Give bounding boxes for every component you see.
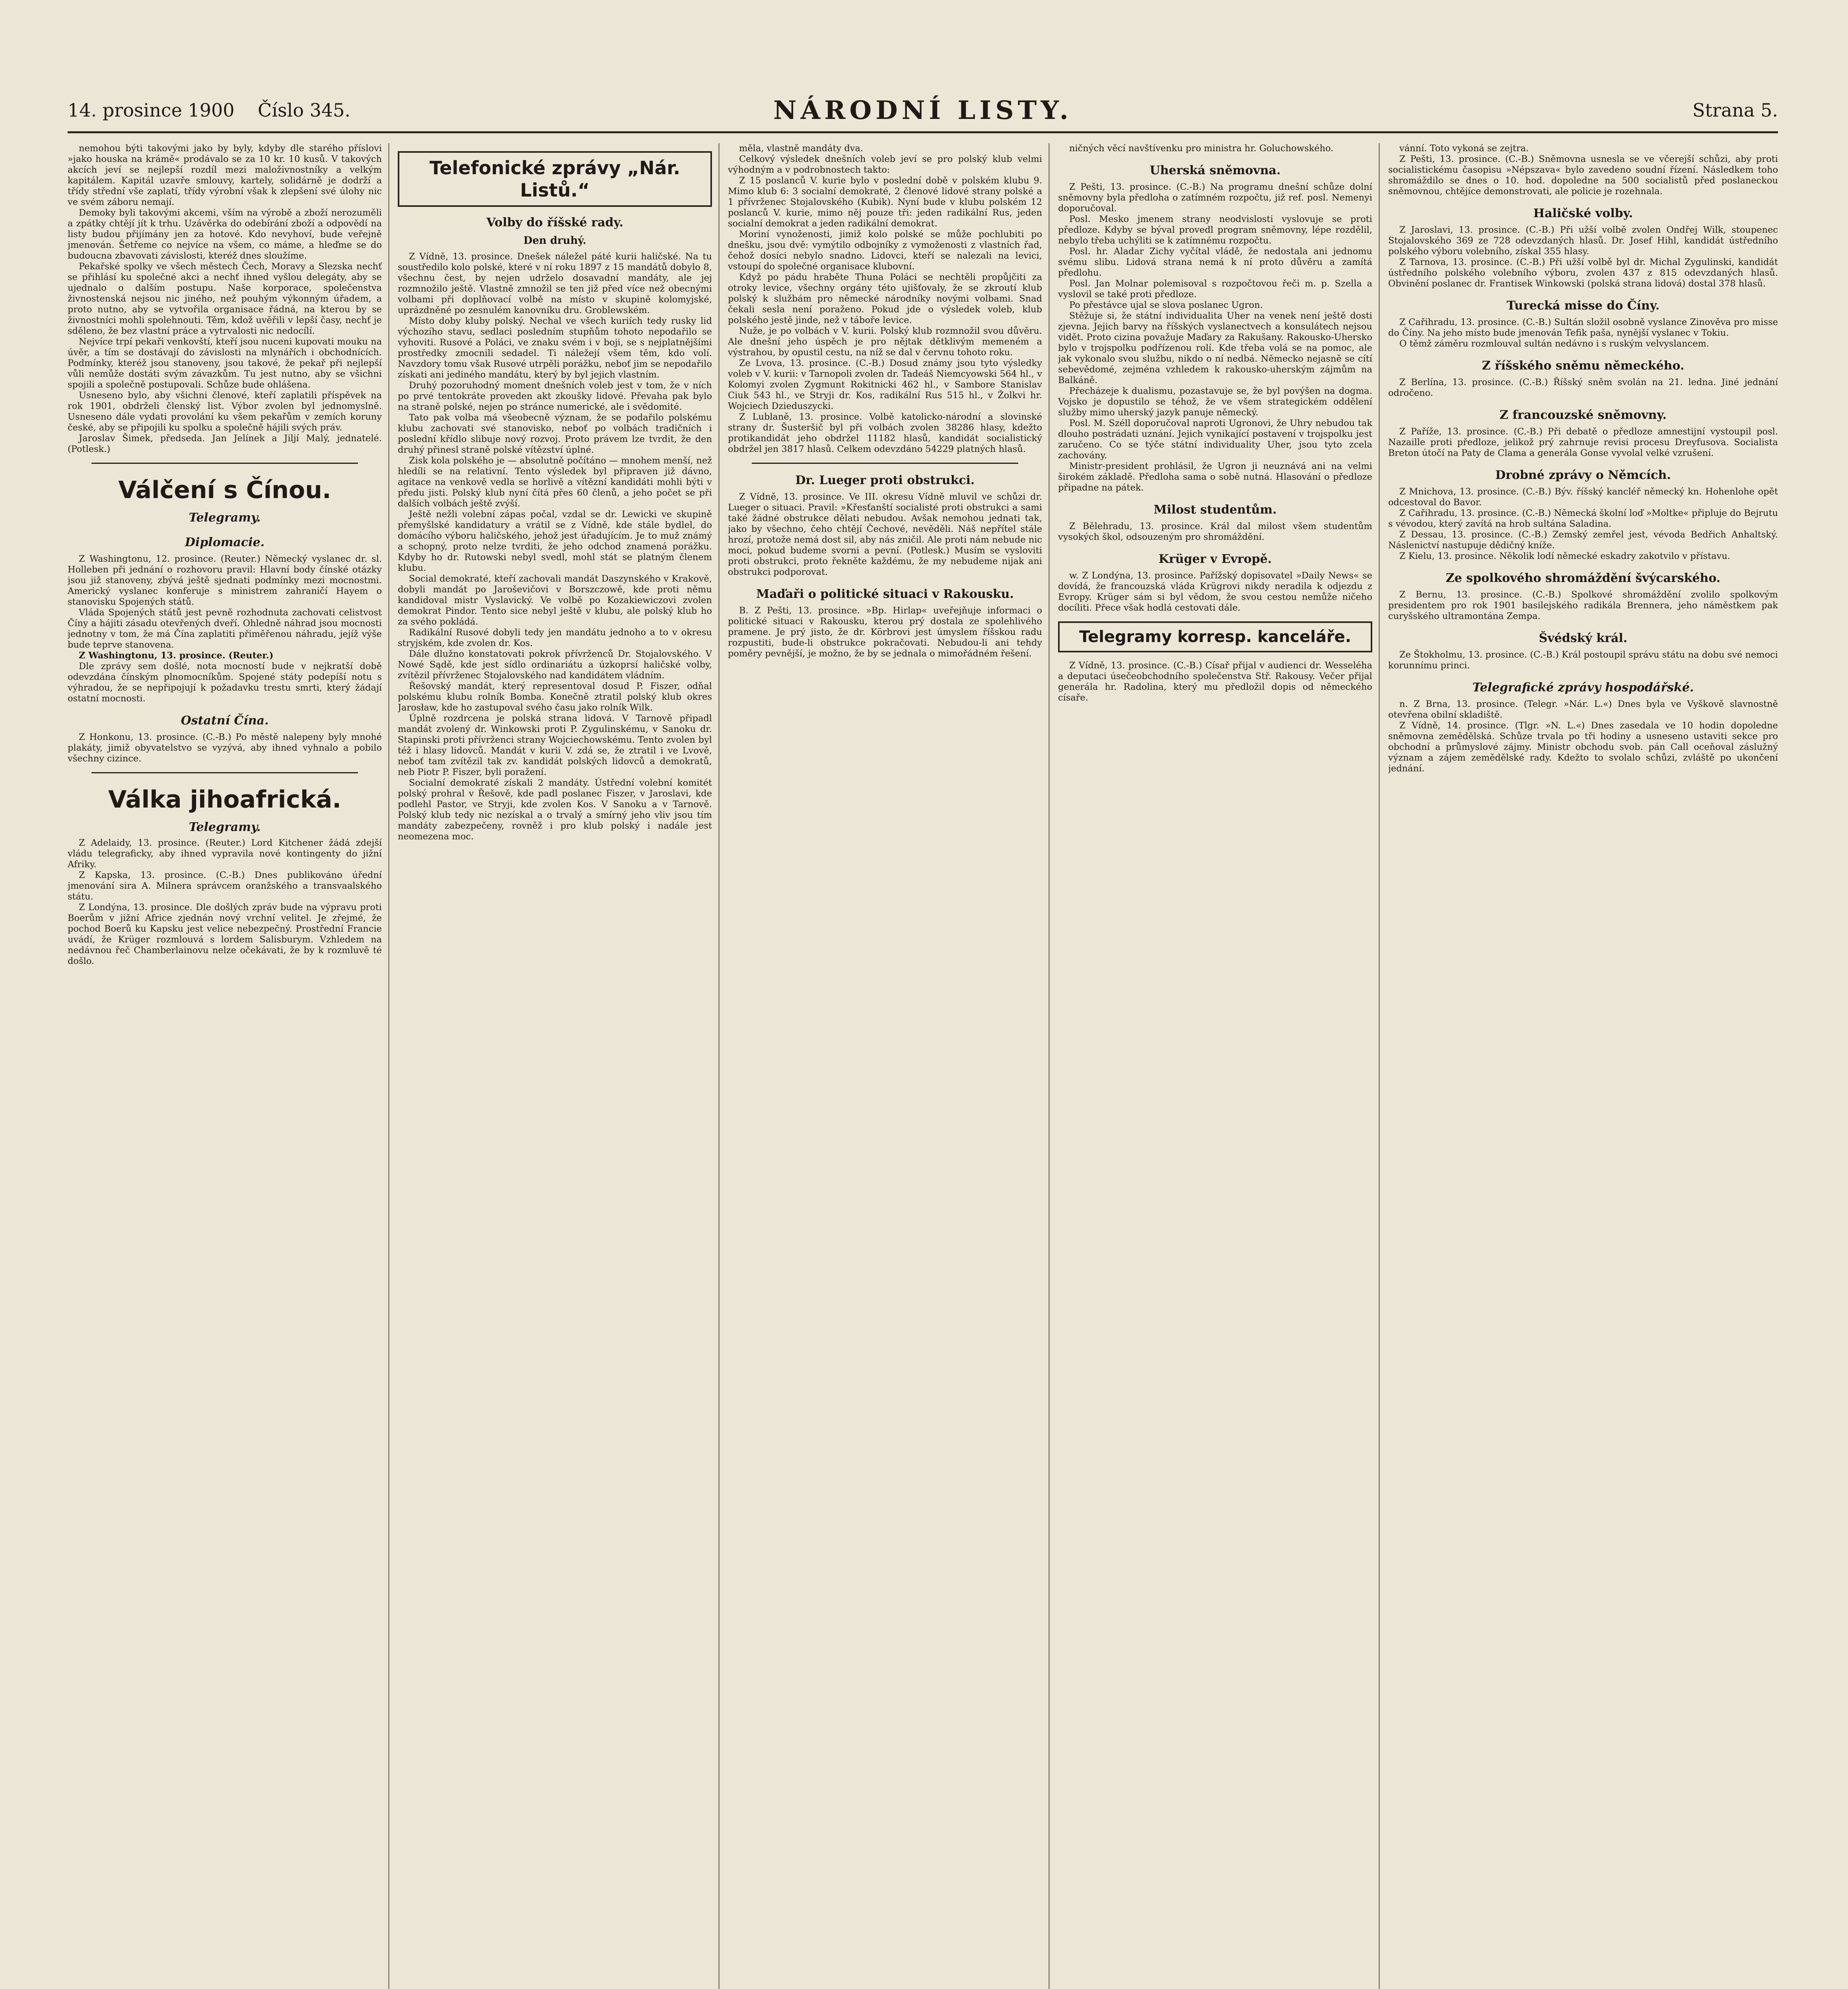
column-rule (718, 143, 720, 1989)
article-paragraph: Nejvíce trpí pekaři venkovští, kteří jsou nuceni kupovati mouku na úvěr, a tím se dostávají do závislosti na mlynářích i obchodnících. Podmínky, kteréž jsou stanoveny, jsou takové, že pekař při nejlepší vůli nemůže dostáti svým závazkům. Tu jest nutno, aby se všichni spojili a společně postupovali. Schůze bude ohlášena. (68, 337, 382, 390)
article-paragraph: Z Berlína, 13. prosince. (C.-B.) Říšský sněm svolán na 21. ledna. Jiné jednání odročeno. (1388, 377, 1778, 398)
article-paragraph: w. Z Londýna, 13. prosince. Pařížský dopisovatel »Daily News« se dovídá, že francouzská vláda Krügrovi nikdy neradila k odjezdu z Evropy. Krüger sám si byl vědom, že svou cestou nemůže ničeho docíliti. Přece však hodlá cestovati dále. (1058, 570, 1372, 613)
article-paragraph: Z Washingtonu, 13. prosince. (Reuter.) (79, 650, 274, 661)
column-rule (1379, 143, 1380, 1989)
column-3 (728, 143, 1042, 1989)
subheading: Telegramy. (189, 820, 261, 834)
article-paragraph: měla, vlastně mandáty dva. (739, 143, 864, 154)
section-heading: Turecká misse do Číny. (1506, 299, 1660, 313)
article-paragraph: Z Londýna, 13. prosince. Dle došlých zpráv bude na výpravu proti Boerům v jižní Africe zjednán nový vrchní velitel. Je zřejmé, že pochod Boerů ku Kapsku jest velice nebezpečný. Prostřední Francie uvádí, že Krüger rozmlouvá s lordem Salisburym. Vzhledem na nedávnou řeč Chamberlainovu nelze očekávati, že by k rozmluvě té došlo. (68, 902, 382, 966)
section-heading: Milost studentům. (1154, 503, 1277, 517)
column-1 (68, 143, 382, 1989)
article-paragraph: Social demokraté, kteří zachovali mandát Daszynského v Krakově, dobyli mandát po Jaroševičovi v Borszczowě, kde proti němu kandidoval mistr Vyslavický. Ve volbě po Kozakiewiczovi zvolen demokrat Pindor. Tento sice nebyl ještě v klubu, ale polský klub ho za svého pokládá. (398, 574, 712, 627)
divider (91, 772, 358, 773)
article-paragraph: Přecházeje k dualismu, pozastavuje se, že byl povýšen na dogma. Vojsko je dopustilo se téhož, že ve všem strategickém oddělení služby mimo uherský jazyk panuje německý. (1058, 386, 1372, 418)
article-paragraph: Druhý pozoruhodný moment dnešních voleb jest v tom, že v ních po prvé tentokráte proveden akt zkoušky lidové. Převaha pak bylo na straně polské, nejen po stránce numerické, ale i svědomité. (398, 380, 712, 412)
article-paragraph: Z Kielu, 13. prosince. Několik lodí německé eskadry zakotvilo v přístavu. (1399, 551, 1731, 561)
article-paragraph: Dále dlužno konstatovati pokrok přívrženců Dr. Stojalovského. V Nowé Sądě, kde jest sídlo ordinariátu a úzkoprsí haličské volby, zvítězil přívrženec Stojalovského nad kandidátem vládním. (398, 649, 712, 681)
article-paragraph: Demoky byli takovými akcemi, vším na výrobě a zboží nerozuměli a zpátky chtějí jít k trhu. Uzávěrka do odebírání zboží a odpovědí na listy budou přijímány jen za hotové. Kdo nevyhoví, bude veřejně jmenován. Šetřeme co nejvíce na všem, co máme, a hleďme se do budoucna zbavovati závislosti, kteréž dnes sloužíme. (68, 208, 382, 261)
section-heading: Uherská sněmovna. (1150, 163, 1281, 177)
article-paragraph: Z Washingtonu, 12. prosince. (Reuter.) Německý vyslanec dr. sl. Holleben při jednání o rozhovoru pravil: Hlavní body čínské otázky jsou již stanoveny, zbývá ještě sjednati podmínky mezi mocnostmi. Americký vyslanec konferuje s ministrem zahraničí Hayem o stanovisku Spojených států. (68, 554, 382, 607)
section-heading: Volby do říšské rady. (486, 216, 624, 230)
article-paragraph: Z Mnichova, 13. prosince. (C.-B.) Býv. říšský kancléř německý kn. Hohenlohe opět odcestoval do Bavor. (1388, 487, 1778, 508)
column-5 (1388, 143, 1778, 1989)
column-rule (1048, 143, 1050, 1989)
article-paragraph: Z Cařihradu, 13. prosince. (C.-B.) Sultán složil osobně vyslance Zinověva pro misse do Číny. Na jeho místo bude jmenován Tefik paša, nynější vyslanec v Tokiu. (1388, 317, 1778, 338)
section-banner: Telefonické zprávy „Nár. Listů.“ (398, 151, 712, 207)
subheading: Telegramy. (189, 511, 261, 525)
article-paragraph: Řešovský mandát, který representoval dosud P. Fiszer, odňal polskému klubu rolník Bomba. Konečně ztratil polský klub okres Jarosław, kde ho zastupoval svého času jako rolník Wilk. (398, 681, 712, 713)
article-paragraph: Vláda Spojených států jest pevně rozhodnuta zachovati celistvost Číny a hájiti zásadu otevřených dveří. Ohledně náhrad jsou mocnosti jednotny v tom, že má Čína zaplatiti přiměřenou náhradu, jejíž výše bude teprve stanovena. (68, 607, 382, 650)
article-paragraph: Jaroslav Šimek, předseda. Jan Jelínek a Jiljí Malý, jednatelé. (Potlesk.) (68, 433, 382, 454)
article-paragraph: Z Pešti, 13. prosince. (C.-B.) Sněmovna usnesla se ve včerejší schůzi, aby proti socialistickému časopisu »Népszava« bylo zavedeno soudní řízení. Následkem toho shromáždilo se dnes o 10. hod. dopoledne na 500 socialistů před poslaneckou sněmovnou, chtějíce demonstrovati, ale policie je rozehnala. (1388, 154, 1778, 197)
column-4 (1058, 143, 1372, 1989)
article-paragraph: Z Lublaně, 13. prosince. Volbě katolicko-národní a slovinské strany dr. Šusteršič byl při volbách zvolen 38286 hlasy, kdežto protikandidát jeho obdržel 11182 hlasů, kandidát socialistický obdržel jen 3817 hlasů. Celkem odevzdáno 54229 platných hlasů. (728, 412, 1042, 454)
section-heading: Válka jihoafrická. (108, 786, 342, 814)
article-paragraph: nemohou býti takovými jako by byly, kdyby dle starého příslovi »jako houska na krámě« prodávalo se za 10 kr. 10 kusů. V takových akcích jeví se nejlepší rozdíl mezi maloživnostníky a velkým kapitálem. Kapitál uzavře smlouvy, kartely, solidárně je dodrží a třídy střední vše zaplatí, třídy výrobní však k zlepšení své úlohy nic ve svém záboru nemají. (68, 143, 382, 207)
section-heading: Drobné zprávy o Němcích. (1495, 468, 1671, 482)
article-paragraph: Místo doby kluby polský. Nechal ve všech kuriích tedy rusky lid výchozího stavu, sedlaci posledním stupňům tohoto nepodařilo se vyhoviti. Rusové a Poláci, ve znaku svém i v boji, se s nejplatnějšími prostředky zmocnili sedadel. Ti náležejí všem těm, kdo volí. Navzdory tomu však Rusové utrpěli porážku, neboť jim se nepodařilo získati ani jediného mandátu, který by byl jejich vlastním. (398, 316, 712, 380)
article-paragraph: Moriní vynoženosti, jimiž kolo polské se může pochlubiti po dnešku, jsou dvě: vymýtilo odbojníky z vymoženosti z vlastních řad, čehož dosíci nebylo snadno. Lidovci, kteří se nalezali na levici, vstoupí do společné organisace klubovní. (728, 229, 1042, 272)
section-heading: Z francouzské sněmovny. (1500, 408, 1667, 422)
section-heading: Válčení s Čínou. (118, 476, 331, 504)
article-paragraph: Z Kapska, 13. prosince. (C.-B.) Dnes publikováno úřední jmenování sira A. Milnera správcem oranžského a transvaalského státu. (68, 870, 382, 902)
section-banner: Telegramy korresp. kanceláře. (1058, 621, 1372, 652)
article-paragraph: Z Honkonu, 13. prosince. (C.-B.) Po městě nalepeny byly mnohé plakáty, jimiž obyvatelstvo se vyzývá, aby ihned vyhnalo a pobilo všechny cizince. (68, 732, 382, 764)
article-paragraph: Stěžuje si, že státní individualita Uher na venek není ještě dosti zjevna. Jejich barvy na říšských vyslanectvech a konsulátech nejsou vidět. Proto cizina považuje Maďary za Rakušany. Rakousko-Uhersko bylo v trojspolku podřízenou rolí. Kde třeba volá se na pomoc, ale jak vykonalo svou službu, nikdo o ní nedbá. Německo nejasně se cítí sebevědomé, zejména vzhledem k rakousko-uherským zájmům na Balkáně. (1058, 311, 1372, 385)
subheading: Diplomacie. (185, 535, 265, 549)
section-heading: Dr. Lueger proti obstrukci. (795, 473, 975, 487)
article-paragraph: Posl. hr. Aladar Zichy vyčítal vládě, že nedostala ani jednomu svému slibu. Lidová strana nemá k ní proto důvěru a zamítá předlohu. (1058, 246, 1372, 278)
subheading: Ostatní Čína. (181, 714, 269, 728)
article-paragraph: B. Z Pešti, 13. prosince. »Bp. Hirlap« uveřejňuje informaci o politické situaci v Rakousku, kterou prý dostala ze spolehlivého pramene. Je prý jisto, že dr. Körbrovi jest úmyslem říšskou radu rozpustiti, bude-li obstrukce pokračovati. Nebudou-li ani tehdy poměry pevnější, je možno, že by se jednala o mimořádném řešení. (728, 605, 1042, 659)
article-paragraph: Ministr-president prohlásil, že Ugron ji neuznává ani na velmi širokém základě. Předloha sama o sobě nutná. Hlasování o předloze připadne na pátek. (1058, 461, 1372, 493)
article-paragraph: O těmž záměru rozmlouval sultán nedávno i s ruským velvyslancem. (1399, 339, 1710, 349)
section-heading: Švédský král. (1539, 631, 1628, 645)
section-heading: Ze spolkového shromáždění švýcarského. (1445, 571, 1721, 585)
article-paragraph: Radikální Rusové dobyli tedy jen mandátu jednoho a to v okresu stryjském, kde zvolen dr. Kos. (398, 627, 712, 648)
article-paragraph: Úplně rozdrcena je polská strana lidová. V Tarnově připadl mandát zvolený dr. Winkowski proti P. Zygulinskému, v Sanoku dr. Stapinski proti přívrženci strany Wojciechowskému. Tento zvolen byl též i hlasy lidovců. Mandát v kurii V. zdá se, že ztratil i ve Lvově, neboť tam zvítězil tak zv. kandidát polských lidovců a demokratů, neb Piotr P. Fiszer, byli poražení. (398, 713, 712, 777)
section-heading: Krüger v Evropě. (1158, 552, 1272, 566)
article-paragraph: Z Dessau, 13. prosince. (C.-B.) Zemský zemřel jest, vévoda Bedřich Anhaltský. Náslenictví nastupuje dědičný kníže. (1388, 529, 1778, 551)
article-paragraph: Z Adelaidy, 13. prosince. (Reuter.) Lord Kitchener žádá zdejší vládu telegraficky, aby ihned vypravila nové kontingenty do jižní Afriky. (68, 838, 382, 870)
article-paragraph: n. Z Brna, 13. prosince. (Telegr. »Nár. L.«) Dnes byla ve Vyškově slavnostně otevřena obilní skladiště. (1388, 699, 1778, 720)
article-paragraph: Z Vídně, 14. prosince. (Tlgr. »N. L.«) Dnes zasedala ve 10 hodin dopoledne sněmovna zemědělská. Schůze trvala po tři hodiny a usneseno ustaviti sekce pro obchodní a průmyslové zájmy. Ministr obchodu svob. pán Call oceňoval záslužný význam a zájem zemědělské rady. Kdežto to svolalo schůzi, zvláště po ukončení jednání. (1388, 720, 1778, 774)
article-paragraph: Dle zprávy sem došlé, nota mocností bude v nejkratší době odevzdána čínským plnomocníkům. Spojené státy podepíší notu s výhradou, že se nepřipojují k požadavku trestu smrti, který žádají ostatní mocnosti. (68, 661, 382, 704)
article-paragraph: Z Bernu, 13. prosince. (C.-B.) Spolkové shromáždění zvolilo spolkovým presidentem pro rok 1901 basilejského radikála Brennera, jeho náměstkem pak curyšského ultramontána Zempa. (1388, 590, 1778, 621)
article-paragraph: Z Paříže, 13. prosince. (C.-B.) Při debatě o předloze amnestijní vystoupil posl. Nazaille proti předloze, jelikož prý zahrnuje revisi procesu Dreyfusova. Socialista Breton útočí na Paty de Clama a generála Gonse vyvolal velké vzrušení. (1388, 426, 1778, 458)
article-paragraph: Posl. Jan Molnar polemisoval s rozpočtovou řeči m. p. Szella a vyslovil se také proti předloze. (1058, 278, 1372, 300)
newspaper-title: NÁRODNÍ LISTY. (773, 95, 1072, 125)
article-paragraph: Posl. M. Széll doporučoval naproti Ugronovi, že Uhry nebudou tak dlouho postrádati uznání. Jejich vynikající postavení v trojspolku jest zaručeno. Co se týče státní individuality Uher, jsou tyto zcela zachovány. (1058, 418, 1372, 461)
article-paragraph: Z Bělehradu, 13. prosince. Král dal milost všem studentům vysokých škol, odsouzeným pro shromáždění. (1058, 521, 1372, 542)
column-2 (398, 143, 712, 1989)
section-heading: Telegrafické zprávy hospodářské. (1472, 681, 1694, 695)
article-paragraph: Z Vídně, 13. prosince. Ve III. okresu Vídně mluvil ve schůzi dr. Lueger o situaci. Pravil: »Křesťanští socialisté proti obstrukci a sami také žádné obstrukce dělati nebudou. Avšak nemohou jednati tak, jako by všechno, čeho chtějí Čechové, nevěděli. Náš nepřítel stále hrozí, protože nemá dost sil, aby nás zničil. Ale proti nám nebude nic moci, pokud budeme svorni a pevní. (Potlesk.) Musím se vysloviti proti obstrukci, proto řekněte každému, že my nebudeme nijak ani obstrukci podporovat. (728, 492, 1042, 577)
article-paragraph: Z Pešti, 13. prosince. (C.-B.) Na programu dnešní schůze dolní sněmovny byla předloha o zatímném rozpočtu, již ref. posl. Nemenyi doporučoval. (1058, 182, 1372, 214)
article-paragraph: Z Jaroslavi, 13. prosince. (C.-B.) Při užší volbě zvolen Ondřej Wilk, stoupenec Stojalovského 369 ze 728 odevzdaných hlasů. Dr. Josef Hihl, kandidát ústředního polského výboru volebního, získal 355 hlasy. (1388, 225, 1778, 257)
article-paragraph: Usneseno bylo, aby všichni členové, kteří zaplatili příspěvek na rok 1901, obdrželi členský list. Výbor zvolen byl jednomyslně. Usneseno dále vydati provolání ku všem pekařům v zemích koruny české, aby se připojili ku spolku a společně hájili svých práv. (68, 390, 382, 433)
article-paragraph: Socialní demokraté získali 2 mandáty. Ústřední volební komitét polský prohral v Řešově, kde padl poslanec Fiszer, v Jaroslavi, kde podlehl Pastor, ve Stryji, kde zvolen Kos. V Sanoku a v Tarnově. Polský klub tedy nic nezískal a o trvalý a smírný jeho vliv jsou tím mandáty zabezpečeny, rovněž i pro klub polský i nadále jest neomezena moc. (398, 778, 712, 842)
column-rule (388, 143, 389, 1989)
article-paragraph: Ještě nežli volební zápas počal, vzdal se dr. Lewicki ve skupině přemyšlské kandidatury a vrátil se z Vídně, kde stále bydlel, do domácího výboru haličského, jehož jest úřadujícím. Je to muž známý a schopný, proto nelze tvrditi, že jeho odchod znamená porážku. Kdyby ho dr. Rutowski nebyl svedl, mohl stát se platným členem klubu. (398, 509, 712, 573)
article-paragraph: Posl. Mesko jmenem strany neodvislosti vyslovuje se proti předloze. Kdyby se býval provedl program sněmovny, lépe rozdělil, nebylo třeba uchýliti se k zatímnému rozpočtu. (1058, 214, 1372, 246)
article-paragraph: Z Vídně, 13. prosince. Dnešek náležel páté kurii haličské. Na tu soustředilo kolo polské, které v ní roku 1897 z 15 mandátů dobylo 8, všechnu čest, by nejen udrželo dosavadní mandáty, ale jej rozmnožilo ještě. Vlastně zmnožil se ten již před více než obecnými volbami při doplňovací volbě na místo v skupině kolomyjské, uprázdněné po zesnulém kanovníku dru. Groblewském. (398, 251, 712, 315)
section-heading: Maďaři o politické situaci v Rakousku. (756, 587, 1014, 601)
section-heading: Z říšského sněmu německého. (1482, 359, 1685, 373)
issue-date: 14. prosince 1900 Číslo 345. (68, 99, 350, 121)
article-paragraph: ničných věcí navštívenku pro ministra hr. Goluchowského. (1069, 143, 1334, 154)
article-paragraph: Nuže, je po volbách v V. kurii. Polský klub rozmnožil svou důvěru. Ale dnešní jeho úspěch je pro nějtak dětklivým memeném a výstrahou, by opustil cestu, na níž se dal v červnu tohoto roku. (728, 326, 1042, 358)
article-paragraph: Celkový výsledek dnešních voleb jeví se pro polský klub velmi výhodným a v podrobnostech takto: (728, 154, 1042, 175)
divider (91, 463, 358, 464)
subheading: Den druhý. (523, 235, 586, 247)
article-paragraph: Tato pak volba má všeobecně význam, že se podařilo polskému klubu zachovati své stanovisko, neboť po volbách tradičních i poslední křídlo slibuje nový rozvoj. Proto právem lze tvrdit, že den druhý přinesl straně polské vítězství úplné. (398, 413, 712, 455)
article-paragraph: Z Cařihradu, 13. prosince. (C.-B.) Německá školní loď »Moltke« připluje do Bejrutu s vévodou, který zavítá na hrob sultána Saladina. (1388, 508, 1778, 529)
section-heading: Haličské volby. (1533, 206, 1633, 220)
article-paragraph: Pekařské spolky ve všech městech Čech, Moravy a Slezska nechť se přihlásí ku společné akci a nechť ihned vyšlou delegáty, aby se ujednalo o dalším postupu. Naše korporace, společenstva živnostenská nejsou nic jiného, než pouhým výkonným úřadem, a proto nutno, aby se vytvořila organisace řádná, na kterou by se živnostníci mohli spolehnouti. Těm, kdož uvěřili v lepší časy, nechť je sděleno, že bez vlastní práce a vytrvalosti nic nedocílí. (68, 261, 382, 336)
masthead (68, 95, 1778, 133)
article-paragraph: Ze Lvova, 13. prosince. (C.-B.) Dosud známy jsou tyto výsledky voleb v V. kurii: v Tarnopoli zvolen dr. Tadeáš Niemcyowski 564 hl., v Kolomyi zvolen Zygmunt Rokitnicki 462 hl., v Sambore Stanislav Ciuk 543 hl., ve Stryji dr. Kos, radikální Rus 515 hl., v Žolkvi hr. Wojciech Dzieduszycki. (728, 358, 1042, 411)
article-paragraph: Ze Štokholmu, 13. prosince. (C.-B.) Král postoupil správu státu na dobu své nemoci korunnímu princi. (1388, 650, 1778, 671)
article-paragraph: vánní. Toto vykoná se zejtra. (1399, 143, 1529, 154)
article-paragraph: Zisk kola polského je — absolutně počítáno — mnohem menší, než hledíli se na relativní. Tento výsledek byl připraven již dávno, agitace na venkově vedla se horlivě a vítězní kandidáti mohli býti v předu jisti. Polský klub nyní čítá přes 60 členů, a jeho počet se při dalších volbách ještě zvýší. (398, 455, 712, 509)
article-paragraph: Z Tarnova, 13. prosince. (C.-B.) Při užší volbě byl dr. Michal Zygulinski, kandidát ústředního polského volebního výboru, zvolen 437 z 815 odevzdaných hlasů. Obvinění poslanec dr. Frantisek Winkowski (polská strana lidová) dostal 378 hlasů. (1388, 257, 1778, 289)
issue-number: Číslo 345. (258, 99, 350, 121)
article-paragraph: Z Vídně, 13. prosince. (C.-B.) Císař přijal v audienci dr. Wesseléha a deputaci úsečeobchodního společenstva Stř. Rakousy. Večer přijal generála hr. Radolina, který mu předložil dopis od německého císaře. (1058, 660, 1372, 703)
divider (752, 463, 1018, 464)
page-number: Strana 5. (1692, 99, 1778, 121)
article-paragraph: Z 15 poslanců V. kurie bylo v poslední době v polském klubu 9. Mimo klub 6: 3 socialní demokraté, 2 členové lidové strany polské a 1 přívrženec Stojalovského (Kubik). Nyní bude v klubu polském 12 poslanců V. kurie, mimo něj pouze tři: jeden radikální Rus, jeden socialní demokrat a jeden radikální demokrat. (728, 175, 1042, 229)
article-paragraph: Když po pádu hraběte Thuna Poláci se nechtěli propůjčiti za otroky levice, všechny orgány této ujišťovaly, že se zkroutí klub polský k službám pro německé národníky novými volbami. Snad čekali sesla není poraženo. Pokud jde o výsledek voleb, klub polského jestě jinde, než v táboře levice. (728, 272, 1042, 325)
article-paragraph: Po přestávce ujal se slova poslanec Ugron. (1069, 300, 1263, 310)
